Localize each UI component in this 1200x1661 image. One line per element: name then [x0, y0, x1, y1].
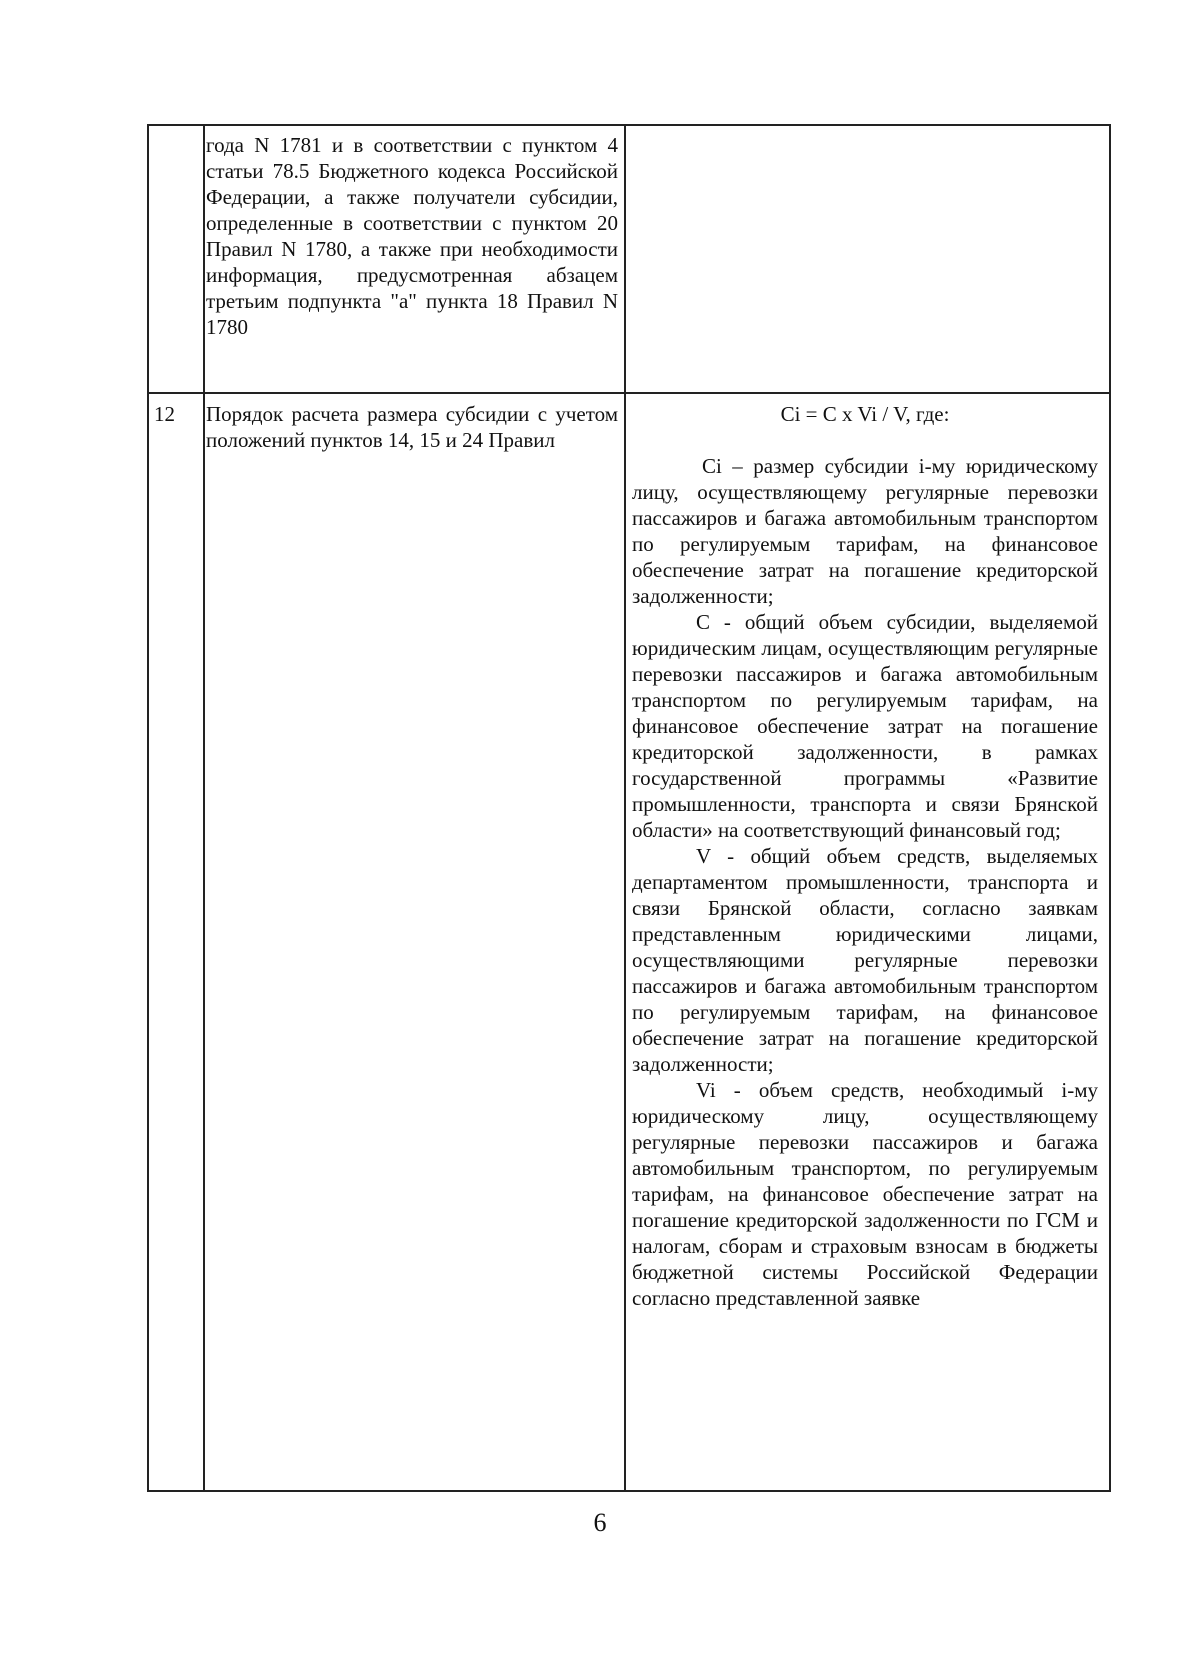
- formula-definition-c: C - общий объем субсидии, выделяемой юридическим лицам, осуществляющим регулярные перевозки пассажиров и багажа автомобильным транспортом по регулируемым тарифам, на финансовое обеспечение затрат на погашение кредиторской задолженности, в рамках государственной программы «Развитие промышленности, транспорта и связи Брянской области» на соответствующий финансовый год;: [632, 610, 1098, 842]
- table-border-right: [1109, 124, 1111, 1492]
- subsidy-formula: Ci = C x Vi / V, где:: [780, 402, 950, 426]
- table-cell-description: Порядок расчета размера субсидии с учетом положений пунктов 14, 15 и 24 Правил: [206, 402, 618, 452]
- formula-definition-vi: Vi - объем средств, необходимый i-му юридическому лицу, осуществляющему регулярные перевозки пассажиров и багажа автомобильным транспортом, по регулируемым тарифам, на финансовое обеспечение затрат на погашение кредиторской задолженности по ГСМ и налогам, сборам и страховым взносам в бюджеты бюджетной системы Российской Федерации согласно представленной заявке: [632, 1078, 1098, 1310]
- formula-definition-ci: Ci – размер субсидии i-му юридическому лицу, осуществляющему регулярные перевозки пассажиров и багажа автомобильным транспортом по регулируемым тарифам, на финансовое обеспечение затрат на погашение кредиторской задолженности;: [632, 454, 1098, 608]
- page-number: 6: [593, 1508, 607, 1537]
- table-column-divider-2: [624, 124, 626, 1492]
- table-border-bottom: [147, 1490, 1111, 1492]
- table-border-left: [147, 124, 149, 1492]
- formula-definition-v: V - общий объем средств, выделяемых департаментом промышленности, транспорта и связи Брянской области, согласно заявкам представленным юридическими лицами, осуществляющими регулярные перевозки пассажиров и багажа автомобильным транспортом по регулируемым тарифам, на финансовое обеспечение затрат на погашение кредиторской задолженности;: [632, 844, 1098, 1076]
- table-cell-value: [632, 401, 1098, 1311]
- table-border-top: [147, 124, 1111, 126]
- table-row-divider: [147, 392, 1111, 394]
- table-cell-number: 12: [154, 402, 175, 426]
- table-column-divider-1: [203, 124, 205, 1492]
- table-cell-description: года N 1781 и в соответствии с пунктом 4 статьи 78.5 Бюджетного кодекса Российской Федерации, а также получатели субсидии, определенные в соответствии с пунктом 20 Правил N 1780, а также при необходимости информация, предусмотренная абзацем третьим подпункта "а" пункта 18 Правил N 1780: [206, 133, 618, 339]
